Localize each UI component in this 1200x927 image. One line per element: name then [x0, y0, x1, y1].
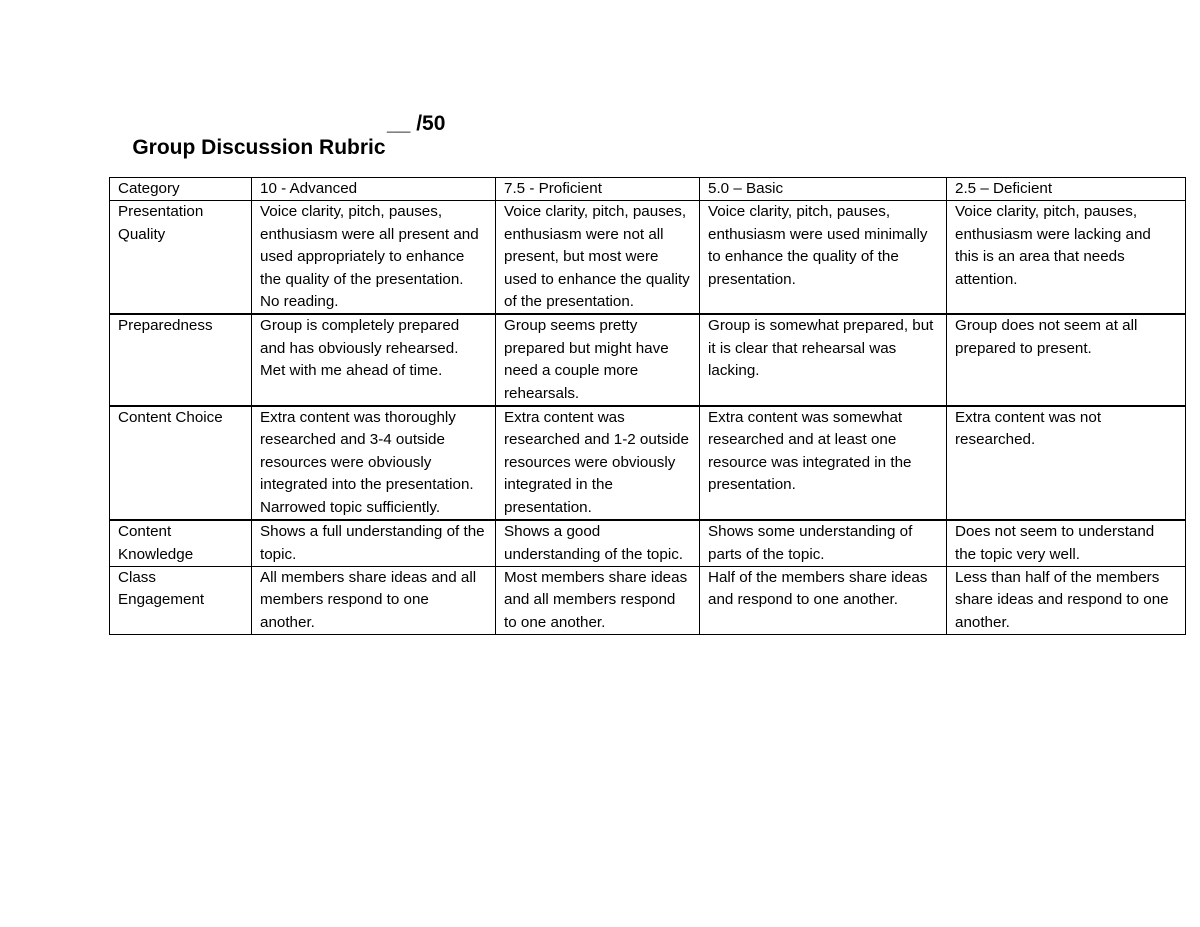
score-field: __ /50 — [387, 112, 446, 135]
table-row — [110, 566, 1186, 634]
cell-basic: Group is somewhat prepared, but it is clear that rehearsal was lacking. — [700, 314, 947, 406]
cell-basic: Half of the members share ideas and respond to one another. — [700, 566, 947, 634]
cell-advanced: All members share ideas and all members respond to one another. — [252, 566, 496, 634]
table-row — [110, 201, 1186, 315]
cell-proficient: Group seems pretty prepared but might have need a couple more rehearsals. — [496, 314, 700, 406]
cell-proficient: Shows a good understanding of the topic. — [496, 520, 700, 566]
cell-deficient: Voice clarity, pitch, pauses, enthusiasm were lacking and this is an area that needs attention. — [947, 201, 1186, 315]
table-row — [110, 520, 1186, 566]
cell-advanced: Group is completely prepared and has obviously rehearsed. Met with me ahead of time. — [252, 314, 496, 406]
header-cell-advanced: 10 - Advanced — [252, 178, 496, 201]
cell-advanced: Shows a full understanding of the topic. — [252, 520, 496, 566]
row-category: Class Engagement — [110, 566, 252, 634]
header-cell-deficient: 2.5 – Deficient — [947, 178, 1186, 201]
cell-deficient: Less than half of the members share ideas and respond to one another. — [947, 566, 1186, 634]
rubric-table — [109, 177, 1186, 635]
row-category: Content Choice — [110, 406, 252, 520]
header-cell-proficient: 7.5 - Proficient — [496, 178, 700, 201]
header-cell-basic: 5.0 – Basic — [700, 178, 947, 201]
cell-proficient: Voice clarity, pitch, pauses, enthusiasm were not all present, but most were used to enhance the quality of the presentation. — [496, 201, 700, 315]
table-row — [110, 314, 1186, 406]
header-row — [110, 178, 1186, 201]
row-category: Content Knowledge — [110, 520, 252, 566]
row-category: Presentation Quality — [110, 201, 252, 315]
cell-advanced: Voice clarity, pitch, pauses, enthusiasm were all present and used appropriately to enhance the quality of the presentation. No reading. — [252, 201, 496, 315]
header-cell-category: Category — [110, 178, 252, 201]
cell-basic: Voice clarity, pitch, pauses, enthusiasm were used minimally to enhance the quality of the presentation. — [700, 201, 947, 315]
row-category: Preparedness — [110, 314, 252, 406]
cell-proficient: Extra content was researched and 1-2 outside resources were obviously integrated in the presentation. — [496, 406, 700, 520]
cell-proficient: Most members share ideas and all members respond to one another. — [496, 566, 700, 634]
cell-deficient: Does not seem to understand the topic very well. — [947, 520, 1186, 566]
cell-basic: Shows some understanding of parts of the topic. — [700, 520, 947, 566]
document-title: Group Discussion Rubric — [132, 136, 386, 159]
table-row — [110, 406, 1186, 520]
cell-advanced: Extra content was thoroughly researched and 3-4 outside resources were obviously integrated into the presentation. Narrowed topic sufficiently. — [252, 406, 496, 520]
cell-deficient: Group does not seem at all prepared to present. — [947, 314, 1186, 406]
cell-basic: Extra content was somewhat researched and at least one resource was integrated in the presentation. — [700, 406, 947, 520]
cell-deficient: Extra content was not researched. — [947, 406, 1186, 520]
